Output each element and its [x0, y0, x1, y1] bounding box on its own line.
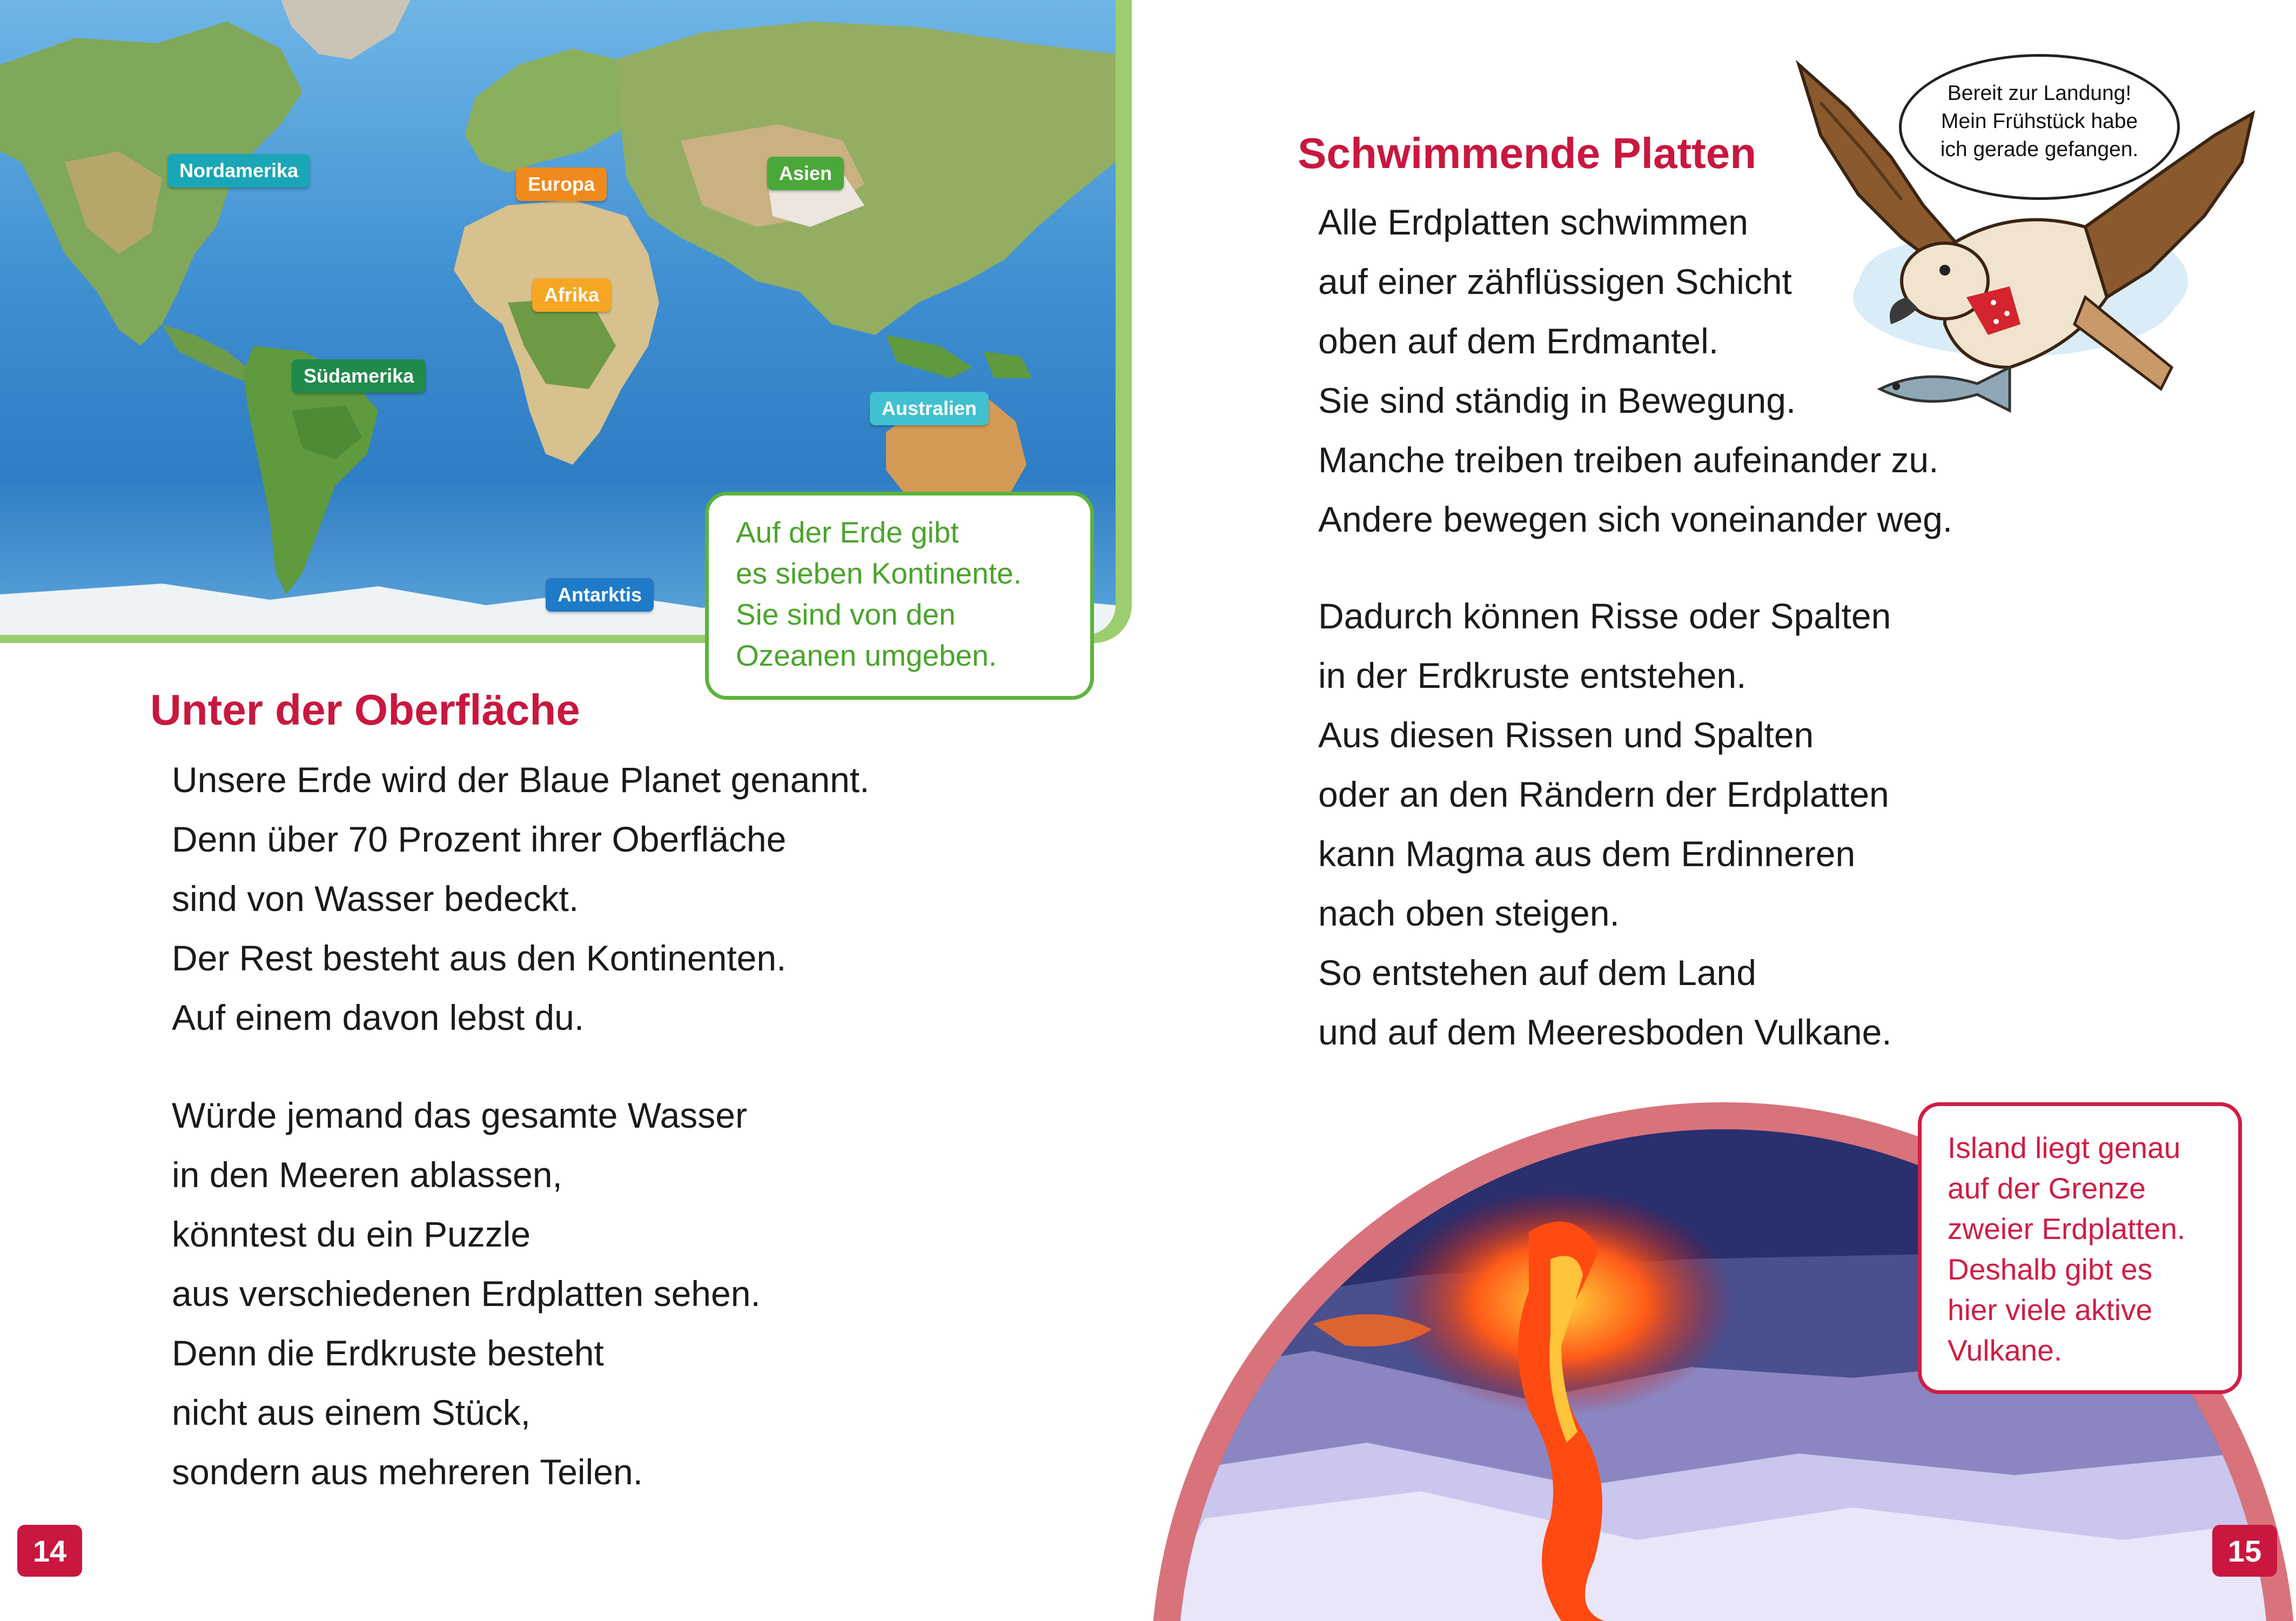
heading-unter-der-oberflaeche: Unter der Oberfläche — [150, 686, 580, 734]
callout-line: Sie sind von den — [736, 598, 956, 631]
callout-line: Vulkane. — [1948, 1334, 2062, 1367]
speech-line: ich gerade gefangen. — [1940, 138, 2139, 161]
label-suedamerika: Südamerika — [292, 359, 426, 393]
text-line: Aus diesen Rissen und Spalten — [1318, 715, 1814, 755]
text-line: in der Erdkruste entstehen. — [1318, 655, 1747, 695]
page-number-left: 14 — [17, 1525, 82, 1577]
text-line: Andere bewegen sich voneinander weg. — [1318, 499, 1953, 539]
text-line: nicht aus einem Stück, — [172, 1392, 531, 1432]
text-line: Denn die Erdkruste besteht — [172, 1333, 604, 1373]
left-paragraph-1 — [172, 750, 869, 1047]
speech-line: Mein Frühstück habe — [1941, 110, 2138, 133]
label-europa: Europa — [516, 168, 607, 201]
callout-line: auf der Grenze — [1948, 1171, 2146, 1205]
label-afrika: Afrika — [532, 278, 611, 312]
text-line: Unsere Erde wird der Blaue Planet genannt. — [172, 760, 870, 800]
text-line: und auf dem Meeresboden Vulkane. — [1318, 1012, 1892, 1052]
text-line: So entstehen auf dem Land — [1318, 953, 1756, 993]
text-line: Alle Erdplatten schwimmen — [1318, 202, 1748, 242]
label-antarktis: Antarktis — [546, 578, 654, 612]
speech-line: Bereit zur Landung! — [1947, 82, 2132, 105]
right-paragraph-2 — [1318, 586, 1892, 1062]
text-line: Sie sind ständig in Bewegung. — [1318, 380, 1796, 420]
text-line: sind von Wasser bedeckt. — [172, 879, 579, 919]
callout-line: Auf der Erde gibt — [736, 515, 959, 549]
iceland-callout — [1918, 1102, 2242, 1394]
text-line: Der Rest besteht aus den Kontinenten. — [172, 938, 787, 978]
callout-line: Ozeanen umgeben. — [736, 639, 997, 672]
text-line: könntest du ein Puzzle — [172, 1214, 531, 1254]
text-line: Denn über 70 Prozent ihrer Oberfläche — [172, 819, 787, 859]
page-number-right: 15 — [2212, 1525, 2277, 1577]
text-line: Dadurch können Risse oder Spalten — [1318, 596, 1891, 636]
continents-callout — [705, 492, 1094, 700]
heading-schwimmende-platten: Schwimmende Platten — [1298, 129, 1757, 177]
callout-line: es sieben Kontinente. — [736, 557, 1022, 590]
label-australien: Australien — [870, 392, 989, 425]
callout-line: hier viele aktive — [1948, 1293, 2153, 1327]
text-line: in den Meeren ablassen, — [172, 1155, 562, 1195]
text-line: Manche treiben treiben aufeinander zu. — [1318, 440, 1939, 480]
text-line: oben auf dem Erdmantel. — [1318, 321, 1719, 361]
label-nordamerika: Nordamerika — [167, 154, 310, 187]
left-paragraph-2 — [172, 1086, 761, 1502]
text-line: aus verschiedenen Erdplatten sehen. — [172, 1274, 761, 1314]
text-line: nach oben steigen. — [1318, 893, 1620, 933]
text-line: oder an den Rändern der Erdplatten — [1318, 774, 1889, 814]
label-asien: Asien — [767, 157, 844, 190]
text-line: kann Magma aus dem Erdinneren — [1318, 834, 1856, 874]
callout-line: Deshalb gibt es — [1948, 1252, 2153, 1286]
callout-line: Island liegt genau — [1948, 1131, 2181, 1164]
text-line: Auf einem davon lebst du. — [172, 997, 585, 1037]
bird-speech-bubble — [1899, 54, 2180, 200]
text-line: Würde jemand das gesamte Wasser — [172, 1095, 747, 1135]
text-line: sondern aus mehreren Teilen. — [172, 1452, 643, 1492]
text-line: auf einer zähflüssigen Schicht — [1318, 262, 1792, 302]
callout-line: zweier Erdplatten. — [1948, 1212, 2186, 1245]
